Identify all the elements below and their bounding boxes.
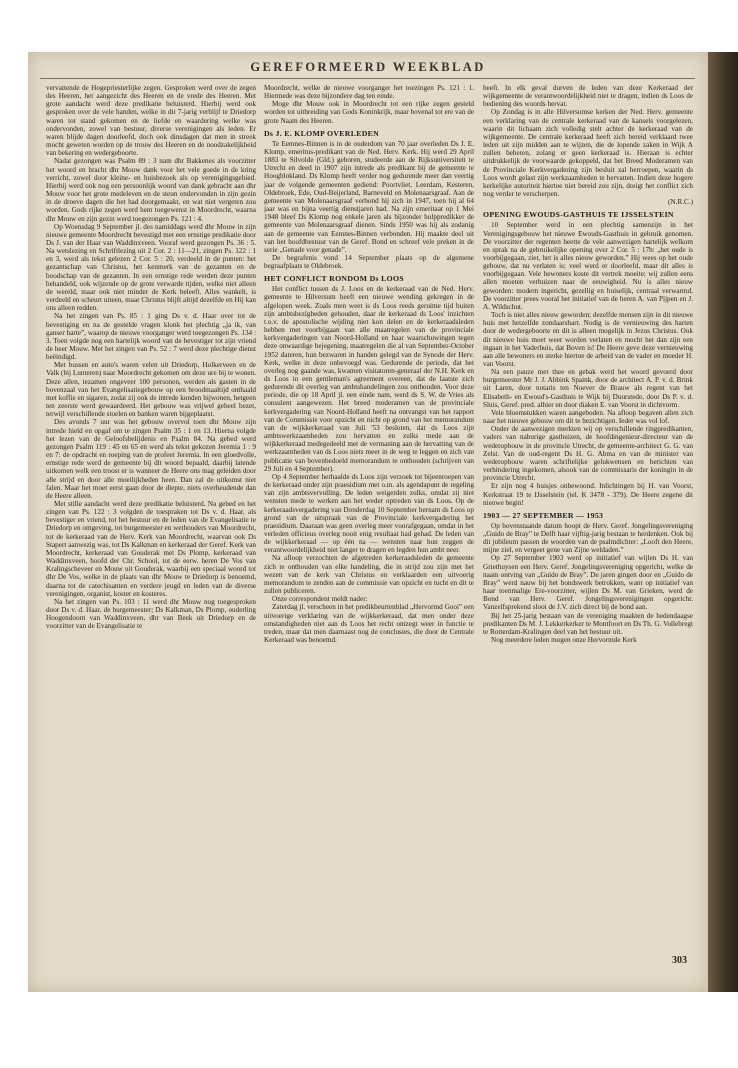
paragraph: heeft. In elk geval durven de leden van deze Kerkeraad der wijkgemeente de verantwoordelijkheid niet te dragen, indien ds Loos de bediening des woords hervat. [483,84,693,109]
paragraph: Onze correspondent meldt nader: [272,595,368,604]
paragraph: Vele bloemstukken waren aangeboden. Na afloop begaven allen zich naar het nieuwe gebouw om dit te bezichtigen. Ieder was vol lof. [483,408,693,426]
paragraph: Op Woensdag 9 September jl. des namiddags werd dhr Mouw in zijn nieuwe gemeente Moordrecht bevestigd met een ernstige predikatie door Ds J. van der Haar van Waddinxveen. Vooraf werd gezongen Ps. 36 : 5. Na wetslezing en Schriftlezing uit 2 Cor. 2 : 11—21, zingen Ps. 122 : 1 en 3, werd als tekst gelezen 2 Cor. 5 : 20, verdeeld in de punten: het gezantschap van Christus, het kenmerk van de gezanten en de boodschap van de gezanten. In een ernstige rede werden deze punten behandeld, ook wijzende op de grote verwarde tijden, welke niet alleen de wereld, maar ook niet minder de Kerk beleeft. Alles wankelt, is verdeeld en scheurt uiteen, maar Christus blijft altijd dezelfde en Hij kan ons alleen redden. [46,222,256,313]
paragraph: De begrafenis vond 14 September plaats op de algemene begraafplaats te Oldebroek. [264,253,474,271]
paragraph: Op 27 September 1903 werd op initiatief van wijlen Ds H. van Griethuysen een Herv. Geref. Jongelingsvereniging opgericht, welke de naam ontving van „Guido de Bray”. De jaren gingen door en „Guido de Bray” werd nauw bij het bondswerk betrokken, want op initiatief van haar toenmalige Ere-voorzitter, wijlen Ds M. van Grieken, werd de Bond van Herv. Geref. Jongelingsverenigingen opgericht. Vanzelfsprekend sloot de J.V. zich direct bij de bond aan. [483,554,693,612]
paragraph: Toch is niet alles nieuw geworden; dezelfde mensen zijn in dit nieuwe huis met hetzelfde zondaarshart. Nodig is de vernieuwing des harten door de wedergeboorte en dit is alleen mogelijk in Jezus Christus. Ook dit nieuwe huis moet weer worden verlaten en mocht het dan zijn een ingaan in het Vaderhuis, dat Boven is! De Heere geve deze vernieuwing aan alle bewoners en sterke hiertoe de arbeid van de vader en moeder H. van Voorst. [483,311,693,368]
paragraph: Op 4 September herhaalde ds Loos zijn verzoek tot bijeenroepen van de kerkeraad onder zijn praesidium met o.m. als agendapunt de regeling van zijn ambtsvervulling. De leden weigerden zulks, omdat zij niet wensten mede te werken aan het weder optreden van ds Loos. Op de kerkeraadsvergadering van Donderdag 10 September hernam ds Loos op grond van de uitspraak van de Provinciale kerkvergadering het praesidium. Daaraan was geen overleg meer voorafgegaan, omdat in het verleden officieus overleg nooit enig resultaat had gehad. De leden van de wijkkerkeraad — op één na — wensten naar hun zeggen de verantwoordelijkheid niet langer te dragen en legden hun ambt neer. [264,472,474,555]
paragraph: Na het zingen van Ps. 103 : 11 werd dhr Mouw nog toegesproken door Ds v. d. Haar, de burgemeester; Ds Kalkman, Ds Plomp, ouderling Hoogendoorn van Waddinxveen, dhr van Beek uit Driedorp en de voorzitter van de Evangelisatie te [46,597,256,631]
article-heading-ewouds-gasthuis: OPENING EWOUDS-GASTHUIS TE IJSSELSTEIN [483,210,674,220]
column-3 [483,84,693,974]
paragraph: Het conflict tussen ds J. Loos en de kerkeraad van de Ned. Herv. gemeente te Hilversum heeft een nieuwe wending gekregen in de afgelopen week. Zoals men weet is ds Loos reeds geruime tijd buiten zijn ambtsbezigheden gehouden, daar de kerkeraad ds Loos' inzichten t.o.v. de apostolische wijding niet kon delen en de kerkeraadsleden hebben met voorbijgaan van alle maatregelen van de provinciale kerkvergaderingen van Noord-Holland en haar waarschuwingen tegen deze onwaardige bejegening, maatregelen die al van September-October 1952 dateren, hun bezwaren in handen gelegd van de Synode der Herv. Kerk, welke in deze onbevoegd was. Gedurende de periode, dat het overleg nog gaande was, kwamen visitatoren-generaal der N.H. Kerk en ds Loos in een gentleman's agreement overeen, dat de laatste zich gedurende dit overleg van ambtshandelingen zou onthouden. Voor deze periode, die op 18 April jl. een einde nam, werd ds S. W. de Vries als consulent aangewezen. Het breed moderamen van de provinciale kerkvergadering van Noord-Holland heeft na ontvangst van het rapport van de Commissie voor opzicht en nicht op grond van het memorandum van de wijkkerkeraad van Juli '53 besloten, dat ds Loos zijn ambtswerkzaamheden zou hervatten en zulks mede aan de wijkkerkeraad medegedeeld met de vermaning aan de hervatting van de werkzaamheden van ds Loos niets meer in de weg te leggen en zich van publicatie van bovenbedoeld memorandum te onthouden (schrijven van 29 Juli en 4 September). [264,285,474,473]
paragraph: Nadat gezongen was Psalm 89 : 3 nam dhr Bakkenes als voorzitter het woord en bracht dhr Mouw dank voor het vele goede in de kring verricht, zowel door kleine- en huisbezoek als op verenigingsgebied. Hierbij werd ook nog een persoonlijk woord van dank gebracht aan dhr Mouw voor het grote medeleven en de steun ondervonden in zijn gezin in de droeve dagen die het had doorgemaakt, en wat niet vergeten zou worden. Gods rijke zegen werd hem toegewenst in Moordrecht, waarna dhr Mouw en zijn gezin werd toegezongen Ps. 121 : 4. [46,157,256,223]
page-number: 303 [672,955,687,966]
paragraph: Na afloop verzochten de afgetreden kerkeraadsleden de gemeente zich te onthouden van elke handeling, die in strijd zou zijn met het wezen van de kerk van Christus en verklaarden een uitvoerig memorandum te zenden aan de commissie van opzicht en tucht en dit te zullen publiceren. [264,554,474,596]
paragraph: Op Zondag is in alle Hilversumse kerken der Ned. Herv. gemeente een verklaring van de centrale kerkeraad van de kansels voorgelezen, waarin dit lichaam zich volledig stelt achter de kerkeraad van de wijkgemeente. De centrale kerkeraad heeft zich bereid verklaard twee leden uit zijn midden aan te wijzen, die de lopende zaken in Wijk A zullen beheren, zolang er geen kerkeraad is. Hieraan is echter uitdrukkelijk de voorwaarde gekoppeld, dat het Breed Moderamen van de Provinciale Kerkvergadering zijn besluit zal herroepen, waarin ds Loos wordt gelast zijn werkzaamheden te hervatten. Indien deze hogere kerkelijke autoriteit hiertoe niet bereid zou zijn, dreigt het conflict zich nog verder te verscherpen. [483,108,693,199]
paragraph: Bij het 25-jarig bestaan van de vereniging maakten de hedendaagse predikanten Ds M. J. Lekkerkerker te Montfoort en Ds Th. G. Vollebregt te Rotterdam-Kralingen deel van het bestuur uit. [483,611,693,636]
paragraph: Te Eemnes-Binnen is in de ouderdom van 70 jaar overleden Ds J. E. Klomp, emeritus-predikant van de Ned. Herv. Kerk. Hij werd 29 April 1883 te Silvolde (Gld.) geboren, studeerde aan de Rijksuniversiteit te Utrecht en deed in 1907 zijn intrede als predikant bij de gemeente te Hoogblokland. Ds Klomp heeft verder nog gedurende meer dan veertig jaar de volgende gemeenten gediend: Poortvliet, Leerdam, Kesteren, Oldebroek, Ede, Oud-Beijerland, Barneveld en Molenaarsgraaf. Aan de gemeente van Molenaarsgraaf verbond hij zich in 1947, toen hij al 64 jaar was en bijna veertig dienstjaren had. Na zijn emeritaat op 1 Mei 1948 bleef Ds Klomp nog enkele jaren als bijzonder hulppredikker de gemeente van Molenaarsgraaf dienen. Sinds 1950 was hij als zodanig aan de gemeente van Eemnes-Binnen verbonden. Hij maakte deel uit van het hoofdbestuur van de Geref. Bond en schreef vele preken in de serie „Genade voor genade”. [264,139,474,254]
scan-background-top [0,0,738,52]
paragraph: Op bovenstaande datum hoopt de Herv. Geref. Jongelingsvereniging „Guido de Bray” te Delft haar vijftig-jarig bestaan te herdenken. Ook bij dit jubileum passen de woorden van de psalmdichter: „Looft den Heere, mijne ziel, en vergeet gene van Zijne weldaden.” [483,521,693,555]
header-rule [40,78,695,79]
paragraph: Met bussen en auto's waren velen uit Driedorp, Holkerveen en de Valk (bij Lunteren) naar Moordrecht gekomen om deze ure bij te wonen. Deze allen, tezamen ongeveer 100 personen, werden als gasten in de bovenzaal van het Evangelisatiegebouw op een broodmaaltijd onthaald met koffie en sigaren, zodat zij ook de intrede konden bijwonen, hetgeen ten zeerste werd gewaardeerd. Het gebouw was vrijwel geheel bezet, terwijl verschillende stoelen en banken waren bijgeplaatst. [46,361,256,419]
article-heading-conflict-loos: HET CONFLICT RONDOM Ds LOOS [264,274,404,284]
paragraph: Moge dhr Mouw ook in Moordrecht tot een rijke zegen gesteld worden tot uitbreiding van Gods Koninkrijk, maar bovenal tot ere van de grote Naam des Heeren. [264,100,474,125]
paragraph: Met stille aandacht werd deze predikatie beluisterd. Na gebed en het zingen van Ps. 122 : 3 volgden de toespraken tot Ds v. d. Haar, als bevestiger en vriend, tot het bestuur en de leden van de Evangelisatie te Driedorp en omgeving, tot burgemeester en wethouders van Moordrecht, tot de kerkeraad van de Herv. Kerk van Moordrecht, waarvan ook Ds Stapert aanwezig was, tot Ds Kalkman en kerkeraad der Geref. Kerk van Moordrecht, kerkeraad van Gouderak met Ds Plomp, kerkeraad van Waddinxveen, hoofd der Chr. School, tot de eerw. heren De Vos van Kralingscheveer en Mouw uit Gouderak, waarbij een speciaal woord tot dhr De Vos, welke in de plaats van dhr Mouw te Driedorp is benoemd, daarna tot de catechisanten en verdere jeugd en leden van de diverse verenigingen, organist, koster en kosteres. [46,499,256,598]
paragraph: Na het zingen van Ps. 85 : 1 ging Ds v. d. Haar over tot de bevestiging en na de gestelde vragen klonk het plechtig „ja ik, van ganser harte”, waarop de nieuwe voorganger werd toegezongen Ps. 134 : 3. Toen volgde nog een hartelijk woord van de bevestiger tot zijn vriend de heer Mouw. Met het zingen van Ps. 52 : 7 werd deze plechtige dienst beëindigd. [46,312,256,362]
paragraph: Onder de aanwezigen merkten wij op verschillende ringpredikanten, vaders van naburige gasthuizen, de hoofdingenieur-directeur van de wederopbouw in de provincie Utrecht, de gemeente-architect G. G. van Zelst. Van de oud-regent Ds H. G. Abma en van de minister van wederopbouw waren schriftelijke gelukwensen en berichten van verhindering ingekomen, alsook van de commissaris der koningin in de provincie Utrecht. [483,425,693,483]
article-heading-klomp: Ds J. E. KLOMP OVERLEDEN [264,128,380,138]
column-2 [264,84,474,974]
paragraph: Zaterdag jl. verscheen in het predikbeurtenblad „Hervormd Gooi” een uitvoerige verklaring van de wijkkerkeraad, dat men onder deze omstandigheden niet aan ds Loos het recht ontzegt weer in functie te treden, maar dat men daarnaast nog de conclusies, die door de Centrale Kerkeraad was benoemd. [264,603,474,644]
paragraph: Na een pauze met thee en gebak werd het woord gevoerd door burgemeester Mr J. J. Abbink Spaink, door de architect A. P. v. d. Brink uit Laren, door notaris ten Noever de Brauw als regent van het Elisabeth- en Ewoud's-Gasthuis te Wijk bij Duurstede, door Ds P. v. d. Sluis, Geref. pred. alhier en door diaken E. van Voorst in dichtvorm. [483,368,693,409]
column-1 [46,84,256,974]
masthead: GEREFORMEERD WEEKBLAD [250,60,486,74]
paragraph: 10 September werd in een plechtig samenzijn in het Verenigingsgebouw het nieuwe Ewouds-Gasthuis in gebruik genomen. De voorzitter der regenten heette de vele aanwezigen hartelijk welkom en sprak na de gebruikelijke opening over 2 Cor. 5 : 17b: „het oude is voorbijgegaan, ziet, het is alles nieuw geworden.” Hij wees op het oude gebouw, dat nu verlaten is; veel werd er doorleefd, maar dit alles is voorbijgegaan. Vele bewoners koste dit vertrek moeite; wij zullen eens allen moeten verhuizen naar de eeuwigheid. Nu is alles nieuw geworden: modern ingericht, gezellig en huiselijk, centraal verwarmd. De voorzitter prees vooral het initiatief van de heren A. van Pijpen en J. A. Wildschut. [483,221,693,311]
scan-background-bottom [0,992,738,1068]
paragraph: vervattende de Hogepriesterlijke zegen. Gesproken werd over de zegen des Heeren, het aangezicht des Heeren en de vrede des Heeren. Met grote aandacht werd deze predikatie beluisterd. Hierbij werd ook gesproken over de vele handen, welke in dit 7-jarig verblijf te Driedorp waren tot stand gekomen en de liefde en waardering welke was ondervonden, zowel van bestuur, diverse verenigingen als leden. Er waren blijde dagen doorleefd, doch ook dinsdagen dat men in streek mocht geweten worden op de trouw des Heeren en de noodzakelijkheid van bekering en wedergeboorte. [46,84,256,158]
paragraph: Er zijn nog 4 huisjes onbewoond. Inlichtingen bij H. van Voorst, Kerkstraat 19 te IJsselstein (tel. K 3478 - 379). De Heere zegene dit nieuwe begin! [483,482,693,507]
source-credit: (N.R.C.) [668,198,693,207]
paragraph: Nog meerdere leden mogen onze Hervormde Kerk [491,636,637,644]
paragraph: Moordrecht, welke de nieuwe voorganger het toezingen Ps. 121 : 1. Hiermede was deze bijzondere dag ten einde. [264,84,474,101]
article-heading-jubileum: 1903 — 27 SEPTEMBER — 1953 [483,510,604,520]
book-binding-edge [708,52,738,992]
paragraph: Des avonds 7 uur was het gebouw overvol toen dhr Mouw zijn intrede hield en opgaf om te zingen Psalm 35 : 1 en 13. Hierna volgde het lezen van de Geloofsbelijdenis en Psalm 84. Na gebed werd gezongen Psalm 119 : 45 en 65 en werd als tekst gekozen Jeremia 1 : 9 en 7: de opdracht en roeping van de profeet Jeremia. In een gloedvolle, ernstige rede werd de gemeente bij dit woord bepaald, daarbij latende uitkomen welk een troost er is wanneer de Heere ons mag geleiden door alle strijd en door alle moeilijkheden heen. Dan zal de uitkomst niet falen. Maar het moet eerst gaan door de diepte, niets overheudende dan de Heere alleen. [46,418,256,500]
